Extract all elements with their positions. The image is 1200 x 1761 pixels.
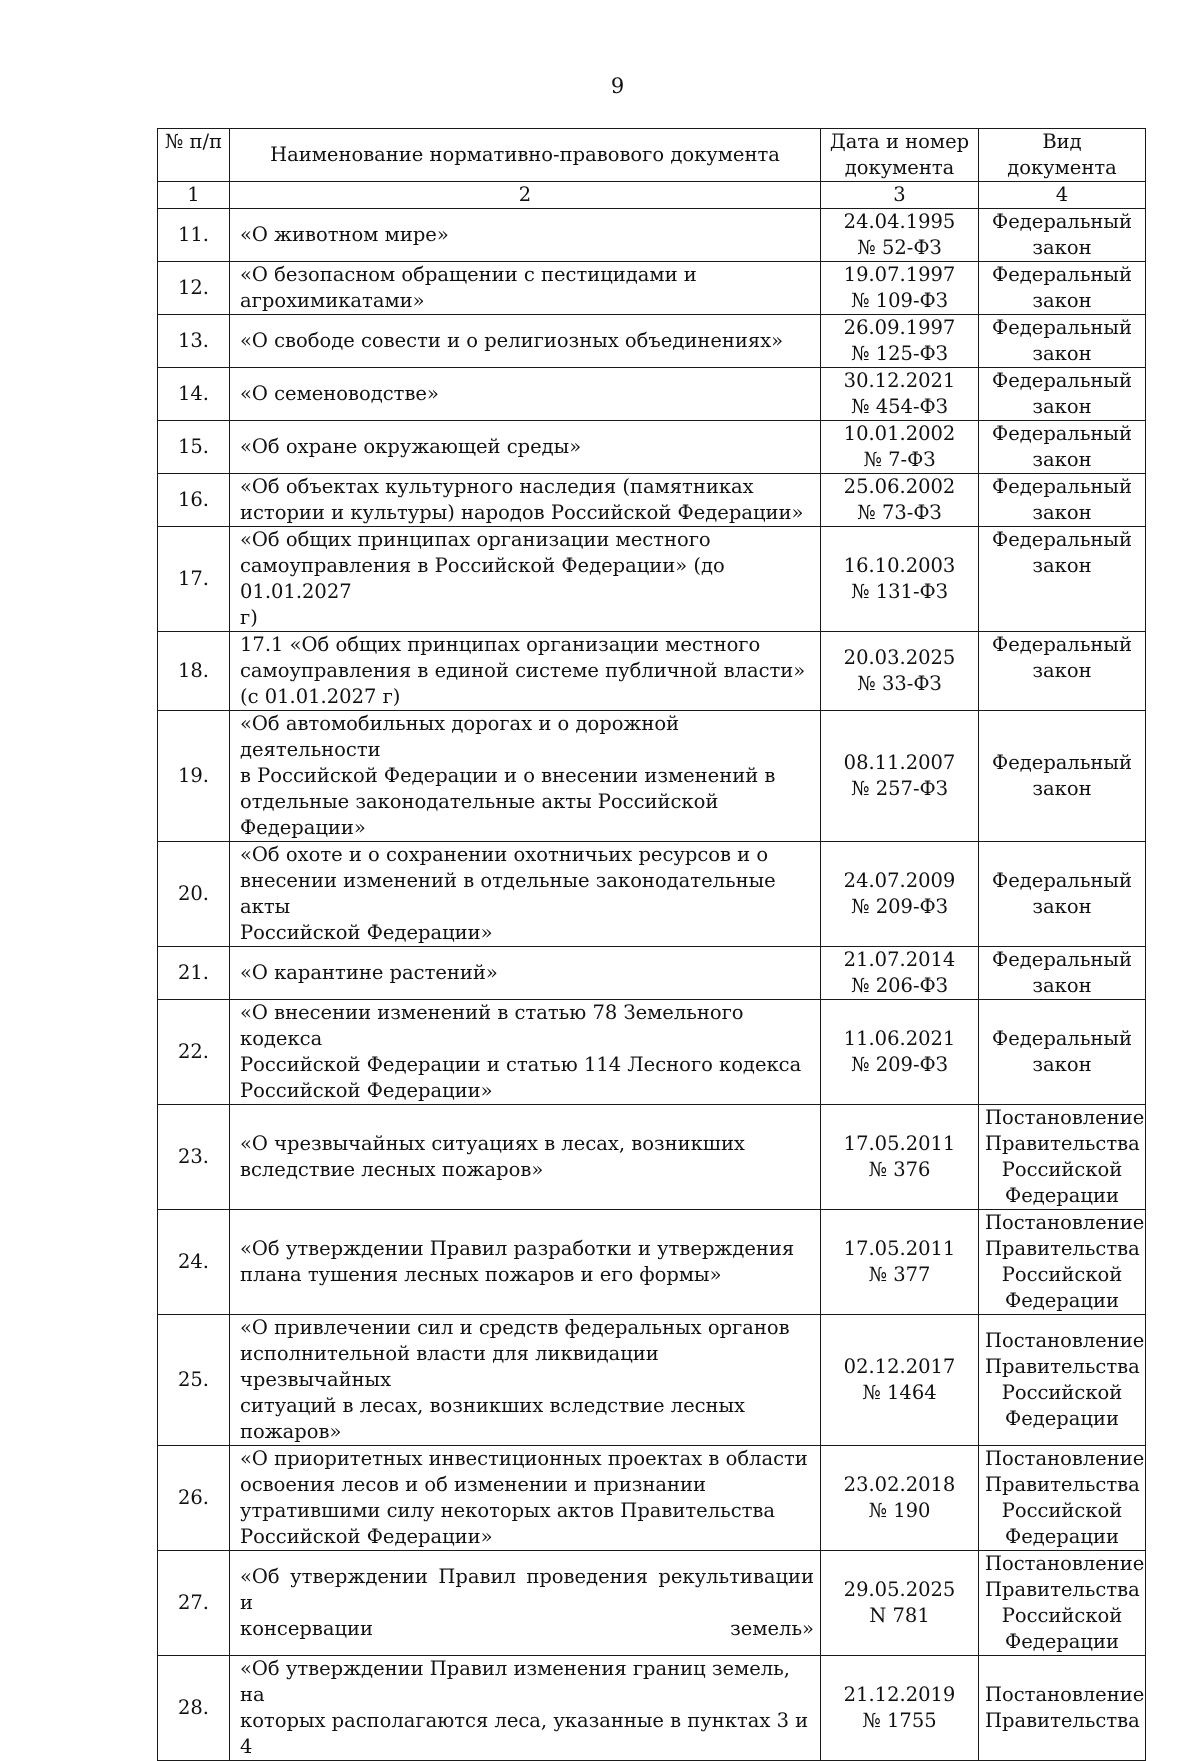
column-number: 4 (979, 182, 1146, 209)
document-name-line: истории и культуры) народов Российской Федерации» (240, 501, 804, 524)
document-name-line: агрохимикатами» (240, 289, 425, 312)
document-name (230, 632, 821, 711)
document-kind-line: Федеральный (992, 369, 1132, 392)
document-name-line: ситуаций в лесах, возникших вследствие лесных (240, 1394, 746, 1417)
header-date (821, 129, 979, 182)
document-date-line: 23.02.2018 (843, 1473, 956, 1496)
document-name-line: Федерации» (240, 816, 366, 839)
document-kind-line: закон (1032, 777, 1092, 800)
document-name-line: «Об утверждении Правил проведения рекультивации и (240, 1565, 814, 1614)
document-name-line: «О животном мире» (240, 223, 449, 246)
document-date-line: № 190 (868, 1499, 931, 1522)
document-date-line: № 377 (868, 1263, 931, 1286)
document-date-number (821, 262, 979, 315)
table-row (158, 842, 1146, 947)
document-name-line: «О безопасном обращении с пестицидами и (240, 263, 697, 286)
column-number: 1 (158, 182, 230, 209)
document-kind-line: Российской (1001, 1158, 1123, 1181)
row-number: 26. (158, 1446, 230, 1551)
document-kind (979, 1551, 1146, 1656)
document-date-number (821, 632, 979, 711)
document-kind-line: Федеральный (992, 316, 1132, 339)
document-name-line: самоуправления в Российской Федерации» (до 01.01.2027 (240, 554, 725, 603)
table-row (158, 209, 1146, 262)
document-date-line: 11.06.2021 (843, 1027, 956, 1050)
document-name-line: Российской Федерации» (240, 1525, 493, 1548)
document-name-line: «О внесении изменений в статью 78 Земельного кодекса (240, 1001, 744, 1050)
document-name-line: которых располагаются леса, указанные в пунктах 3 и 4 (240, 1709, 809, 1758)
document-name-line: «О карантине растений» (240, 961, 498, 984)
document-date-line: 19.07.1997 (843, 263, 956, 286)
document-kind-line: закон (1032, 289, 1092, 312)
document-kind (979, 1446, 1146, 1551)
document-kind (979, 842, 1146, 947)
row-number: 22. (158, 1000, 230, 1105)
document-name (230, 1210, 821, 1315)
table-row (158, 1315, 1146, 1446)
document-date-line: 26.09.1997 (843, 316, 956, 339)
document-kind (979, 1656, 1146, 1761)
document-date-line: № 209-ФЗ (851, 1053, 948, 1076)
document-name (230, 1446, 821, 1551)
document-date-line: 08.11.2007 (843, 751, 956, 774)
document-date-number (821, 947, 979, 1000)
document-kind-line: Постановление (985, 1683, 1145, 1706)
document-kind-line: Федерации (1005, 1630, 1119, 1653)
table-row (158, 947, 1146, 1000)
document-name (230, 262, 821, 315)
document-date-line: 02.12.2017 (843, 1355, 956, 1378)
document-kind-line: Правительства (985, 1355, 1140, 1378)
document-date-line: № 7-ФЗ (863, 448, 936, 471)
document-kind (979, 368, 1146, 421)
row-number: 12. (158, 262, 230, 315)
document-name-line: пожаров» (240, 1420, 342, 1443)
row-number: 11. (158, 209, 230, 262)
page-number: 9 (610, 74, 625, 98)
row-number: 17. (158, 527, 230, 632)
table-header-row (158, 129, 1146, 182)
table-row (158, 1446, 1146, 1551)
document-name-line: «О приоритетных инвестиционных проектах в области (240, 1447, 808, 1470)
row-number: 23. (158, 1105, 230, 1210)
document-date-number (821, 1551, 979, 1656)
document-date-number (821, 368, 979, 421)
document-kind-line: закон (1032, 895, 1092, 918)
header-number: № п/п (158, 129, 230, 182)
document-name-line: вследствие лесных пожаров» (240, 1158, 544, 1181)
document-name-line: отдельные законодательные акты Российской (240, 790, 719, 813)
document-date-line: № 209-ФЗ (851, 895, 948, 918)
document-kind (979, 421, 1146, 474)
document-date-line: № 33-ФЗ (857, 672, 942, 695)
document-date-line: № 1464 (862, 1381, 937, 1404)
document-date-line: № 73-ФЗ (857, 501, 942, 524)
row-number: 27. (158, 1551, 230, 1656)
document-name (230, 209, 821, 262)
document-date-line: 21.07.2014 (843, 948, 956, 971)
table-row (158, 632, 1146, 711)
document-name-line: «Об автомобильных дорогах и о дорожной деятельности (240, 712, 680, 761)
document-kind (979, 1105, 1146, 1210)
document-date-line: № 125-ФЗ (851, 342, 948, 365)
header-kind: Вид документа (979, 129, 1146, 182)
document-name-line: «О чрезвычайных ситуациях в лесах, возникших (240, 1132, 745, 1155)
document-kind (979, 947, 1146, 1000)
document-kind-line: Правительства (985, 1237, 1140, 1260)
document-kind-line: Постановление (985, 1552, 1145, 1575)
document-kind-line: Постановление (985, 1106, 1145, 1129)
document-date-line: № 131-ФЗ (851, 580, 948, 603)
table-row (158, 711, 1146, 842)
document-name-line: Российской Федерации и статью 114 Лесного кодекса (240, 1053, 802, 1076)
document-kind (979, 315, 1146, 368)
document-date-line: 25.06.2002 (843, 475, 956, 498)
document-kind-line: закон (1032, 395, 1092, 418)
document-name-line: самоуправления в единой системе публичной власти» (240, 659, 806, 682)
row-number: 20. (158, 842, 230, 947)
table-row (158, 421, 1146, 474)
document-kind-line: закон (1032, 1053, 1092, 1076)
header-date-line: Дата и номер (829, 130, 970, 153)
document-kind-line: Российской (1001, 1381, 1123, 1404)
table-row (158, 1210, 1146, 1315)
column-number-row (158, 182, 1146, 209)
document-kind-line: закон (1032, 659, 1092, 682)
document-date-line: № 1755 (862, 1709, 937, 1732)
document-name-line: 17.1 «Об общих принципах организации местного (240, 633, 761, 656)
document-kind-line: закон (1032, 236, 1092, 259)
document-date-number (821, 209, 979, 262)
document-date-line: 20.03.2025 (843, 646, 956, 669)
document-kind-line: Постановление (985, 1447, 1145, 1470)
document-date-number (821, 1105, 979, 1210)
document-kind (979, 262, 1146, 315)
document-kind-line: Постановление (985, 1329, 1145, 1352)
document-name (230, 947, 821, 1000)
document-date-line: 29.05.2025 (843, 1578, 956, 1601)
document-kind-line: закон (1032, 974, 1092, 997)
document-name (230, 527, 821, 632)
document-name-line: «Об утверждении Правил разработки и утверждения (240, 1237, 795, 1260)
document-date-number (821, 1446, 979, 1551)
document-name (230, 842, 821, 947)
document-date-number (821, 842, 979, 947)
document-name (230, 315, 821, 368)
document-name (230, 711, 821, 842)
table-row (158, 527, 1146, 632)
column-number: 2 (230, 182, 821, 209)
document-name (230, 421, 821, 474)
document-name (230, 1315, 821, 1446)
document-kind-line: Российской (1001, 1499, 1123, 1522)
document-kind (979, 209, 1146, 262)
document-date-line: 16.10.2003 (843, 554, 956, 577)
document-name (230, 1105, 821, 1210)
document-kind-line: Правительства (985, 1578, 1140, 1601)
document-date-line: № 257-ФЗ (851, 777, 948, 800)
document-name-line: «Об охоте и о сохранении охотничьих ресурсов и о (240, 843, 769, 866)
table-row (158, 1105, 1146, 1210)
document-kind-line: Федеральный (992, 475, 1132, 498)
document-date-line: 24.04.1995 (843, 210, 956, 233)
document-name-line: «О привлечении сил и средств федеральных органов (240, 1316, 790, 1339)
document-kind (979, 527, 1146, 632)
table-row (158, 368, 1146, 421)
document-kind-line: Федеральный (992, 210, 1132, 233)
column-number: 3 (821, 182, 979, 209)
document-date-line: № 52-ФЗ (857, 236, 942, 259)
row-number: 24. (158, 1210, 230, 1315)
document-name-line: Российской Федерации» (240, 921, 493, 944)
document-date-number (821, 1656, 979, 1761)
document-date-number (821, 1210, 979, 1315)
document-name (230, 368, 821, 421)
documents-table (157, 128, 1146, 1761)
row-number: 19. (158, 711, 230, 842)
row-number: 14. (158, 368, 230, 421)
table-row (158, 262, 1146, 315)
document-kind-line: Постановление (985, 1211, 1145, 1234)
document-kind-line: Федеральный (992, 633, 1132, 656)
row-number: 21. (158, 947, 230, 1000)
header-date-line: документа (844, 156, 955, 179)
document-date-line: № 376 (868, 1158, 931, 1181)
document-kind-line: Федеральный (992, 1027, 1132, 1050)
document-kind (979, 1210, 1146, 1315)
table-body (158, 209, 1146, 1761)
document-date-number (821, 474, 979, 527)
document-name (230, 1000, 821, 1105)
document-kind (979, 711, 1146, 842)
document-kind-line: Российской (1001, 1604, 1123, 1627)
document-date-line: 21.12.2019 (843, 1683, 956, 1706)
document-kind-line: Федеральный (992, 528, 1132, 551)
document-name-line: в Российской Федерации и о внесении изменений в (240, 764, 776, 787)
document-kind-line: Федерации (1005, 1184, 1119, 1207)
row-number: 15. (158, 421, 230, 474)
document-kind-line: закон (1032, 554, 1092, 577)
row-number: 18. (158, 632, 230, 711)
document-kind-line: Федеральный (992, 869, 1132, 892)
document-kind-line: Федерации (1005, 1289, 1119, 1312)
document-date-line: 24.07.2009 (843, 869, 956, 892)
document-name-line: «О свободе совести и о религиозных объединениях» (240, 329, 784, 352)
document-kind-line: Федеральный (992, 263, 1132, 286)
document-kind-line: Правительства (985, 1473, 1140, 1496)
document-name-line: (с 01.01.2027 г) (240, 685, 401, 708)
document-kind-line: закон (1032, 448, 1092, 471)
row-number: 13. (158, 315, 230, 368)
document-name-line: утратившими силу некоторых актов Правительства (240, 1499, 776, 1522)
document-date-line: N 781 (869, 1604, 930, 1627)
table-row (158, 474, 1146, 527)
document-name (230, 1656, 821, 1761)
document-name (230, 1551, 821, 1656)
document-name-line: «Об утверждении Правил изменения границ земель, на (240, 1657, 790, 1706)
document-name-line: «О семеноводстве» (240, 382, 439, 405)
document-date-line: 30.12.2021 (843, 369, 956, 392)
document-date-number (821, 1000, 979, 1105)
document-name-line: исполнительной власти для ликвидации чрезвычайных (240, 1342, 659, 1391)
document-kind-line: Правительства (985, 1132, 1140, 1155)
table-row (158, 1551, 1146, 1656)
document-name-line: «Об объектах культурного наследия (памятниках (240, 475, 754, 498)
document-date-line: № 109-ФЗ (851, 289, 948, 312)
document-date-line: № 206-ФЗ (851, 974, 948, 997)
table-row (158, 1656, 1146, 1761)
document-name-line: «Об общих принципах организации местного (240, 528, 711, 551)
header-name: Наименование нормативно-правового документа (230, 129, 821, 182)
document-date-number (821, 527, 979, 632)
document-kind-line: Федеральный (992, 948, 1132, 971)
document-date-number (821, 1315, 979, 1446)
table-row (158, 1000, 1146, 1105)
document-kind-line: Федерации (1005, 1525, 1119, 1548)
document-name-line: освоения лесов и об изменении и признании (240, 1473, 707, 1496)
document-kind-line: Федерации (1005, 1407, 1119, 1430)
document-kind (979, 632, 1146, 711)
document-kind-line: закон (1032, 342, 1092, 365)
document-date-line: 17.05.2011 (843, 1132, 956, 1155)
row-number: 25. (158, 1315, 230, 1446)
document-name-line: «Об охране окружающей среды» (240, 435, 582, 458)
document-date-number (821, 421, 979, 474)
document-kind-line: Федеральный (992, 422, 1132, 445)
document-date-number (821, 711, 979, 842)
document-kind-line: Российской (1001, 1263, 1123, 1286)
document-name-line: г) (240, 606, 258, 629)
document-name-line: внесении изменений в отдельные законодательные акты (240, 869, 776, 918)
document-date-line: № 454-ФЗ (851, 395, 948, 418)
document-kind (979, 1315, 1146, 1446)
row-number: 28. (158, 1656, 230, 1761)
document-kind-line: Правительства (985, 1709, 1140, 1732)
document-name-line: Российской Федерации» (240, 1079, 493, 1102)
document-name (230, 474, 821, 527)
document-name-line: плана тушения лесных пожаров и его формы» (240, 1263, 722, 1286)
document-kind-line: закон (1032, 501, 1092, 524)
document-date-line: 17.05.2011 (843, 1237, 956, 1260)
document-date-number (821, 315, 979, 368)
document-kind (979, 1000, 1146, 1105)
document-kind (979, 474, 1146, 527)
document-kind-line: Федеральный (992, 751, 1132, 774)
table-row (158, 315, 1146, 368)
document-date-line: 10.01.2002 (843, 422, 956, 445)
row-number: 16. (158, 474, 230, 527)
document-name-line: консервации земель» (240, 1617, 814, 1640)
